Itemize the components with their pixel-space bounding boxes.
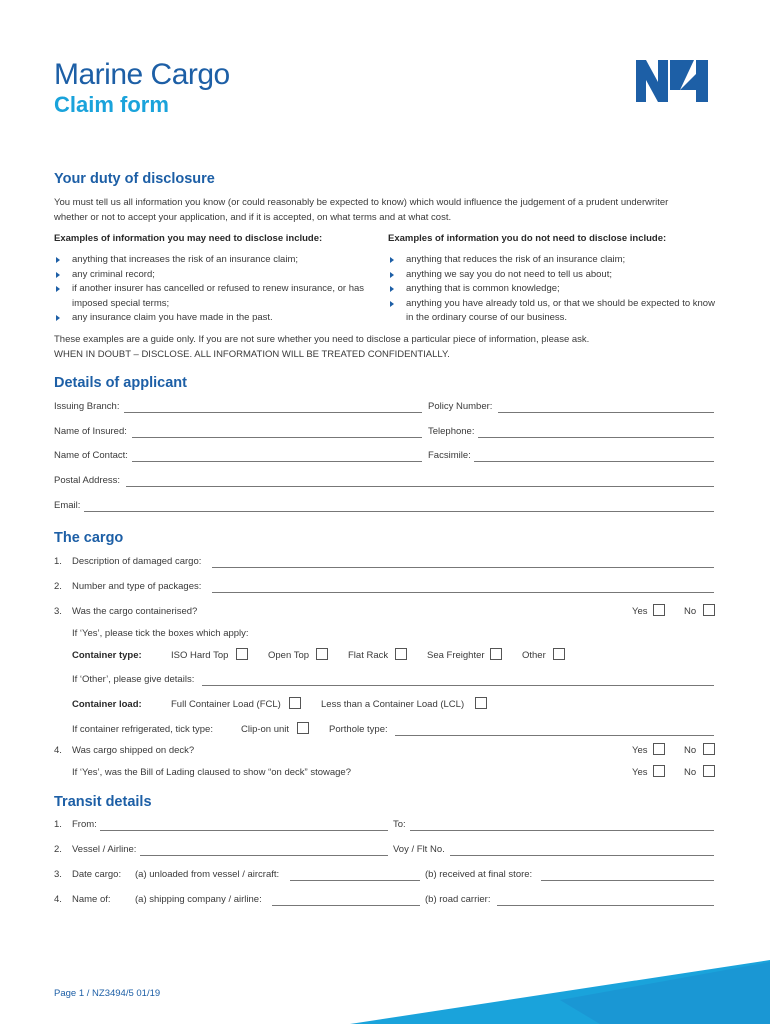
to-label: To:: [393, 819, 406, 830]
open-top-label: Open Top: [268, 650, 310, 661]
from-field[interactable]: [100, 830, 388, 831]
yes-label: Yes: [632, 767, 648, 778]
issuing-branch-label: Issuing Branch:: [54, 401, 120, 412]
list-item: anything that is common knowledge;: [388, 282, 718, 297]
page-footer: Page 1 / NZ3494/5 01/19: [54, 988, 161, 999]
containerised-no-checkbox[interactable]: [703, 604, 715, 616]
list-item: anything we say you do not need to tell us about;: [388, 268, 718, 283]
may-disclose-list: [54, 253, 384, 326]
sea-freighter-label: Sea Freighter: [427, 650, 485, 661]
yes-label: Yes: [632, 745, 648, 756]
no-label: No: [684, 606, 697, 617]
disclosure-note-line-2: WHEN IN DOUBT – DISCLOSE. ALL INFORMATION WILL BE TREATED CONFIDENTIALLY.: [54, 349, 450, 360]
name-of-label: Name of:: [72, 894, 111, 905]
bill-of-lading-yes-checkbox[interactable]: [653, 765, 665, 777]
postal-address-field[interactable]: [126, 486, 714, 487]
fcl-label: Full Container Load (FCL): [171, 699, 281, 710]
no-label: No: [684, 767, 697, 778]
on-deck-no-checkbox[interactable]: [703, 743, 715, 755]
name-contact-field[interactable]: [132, 461, 422, 462]
telephone-label: Telephone:: [428, 426, 475, 437]
may-disclose-title: Examples of information you may need to disclose include:: [54, 233, 323, 244]
other-checkbox[interactable]: [553, 648, 565, 660]
cargo-number: 3.: [54, 606, 62, 617]
cargo-number: 4.: [54, 745, 62, 756]
road-carrier-label: (b) road carrier:: [425, 894, 491, 905]
road-carrier-field[interactable]: [497, 905, 714, 906]
to-field[interactable]: [410, 830, 714, 831]
no-label: No: [684, 745, 697, 756]
not-disclose-title: Examples of information you do not need to disclose include:: [388, 233, 667, 244]
voy-flt-field[interactable]: [450, 855, 714, 856]
on-deck-question: Was cargo shipped on deck?: [72, 745, 195, 756]
email-field[interactable]: [84, 511, 714, 512]
disclosure-note-line-1: These examples are a guide only. If you are not sure whether you need to disclose a particular piece of information, please ask.: [54, 334, 590, 345]
disclosure-note: [54, 332, 734, 362]
transit-number: 3.: [54, 869, 62, 880]
lcl-checkbox[interactable]: [475, 697, 487, 709]
packages-label: Number and type of packages:: [72, 581, 202, 592]
form-title: Marine Cargo: [54, 58, 230, 91]
container-load-label: Container load:: [72, 699, 142, 710]
disclosure-heading: Your duty of disclosure: [54, 171, 215, 187]
list-item: any criminal record;: [54, 268, 384, 283]
from-label: From:: [72, 819, 97, 830]
unloaded-date-field[interactable]: [290, 880, 420, 881]
list-item: if another insurer has cancelled or refused to renew insurance, or has imposed special terms;: [54, 282, 384, 311]
yes-label: Yes: [632, 606, 648, 617]
facsimile-label: Facsimile:: [428, 450, 471, 461]
container-type-label: Container type:: [72, 650, 142, 661]
not-disclose-list: [388, 253, 718, 326]
open-top-checkbox[interactable]: [316, 648, 328, 660]
bill-of-lading-question: If ‘Yes’, was the Bill of Lading claused to show “on deck” stowage?: [72, 767, 352, 778]
list-item: any insurance claim you have made in the past.: [54, 311, 384, 326]
list-item: anything you have already told us, or that we should be expected to know in the ordinary course of our business.: [388, 297, 718, 326]
flat-rack-checkbox[interactable]: [395, 648, 407, 660]
disclosure-intro-line-2: whether or not to accept your application, and if it is accepted, on what terms and at what cost.: [54, 212, 452, 223]
cargo-number: 2.: [54, 581, 62, 592]
applicant-heading: Details of applicant: [54, 375, 187, 391]
name-insured-label: Name of Insured:: [54, 426, 127, 437]
clip-on-unit-label: Clip-on unit: [241, 724, 290, 735]
cargo-number: 1.: [54, 556, 62, 567]
containerised-yes-checkbox[interactable]: [653, 604, 665, 616]
telephone-field[interactable]: [478, 437, 714, 438]
policy-number-field[interactable]: [498, 412, 714, 413]
transit-number: 1.: [54, 819, 62, 830]
packages-field[interactable]: [212, 592, 714, 593]
vessel-airline-label: Vessel / Airline:: [72, 844, 137, 855]
flat-rack-label: Flat Rack: [348, 650, 389, 661]
date-cargo-label: Date cargo:: [72, 869, 122, 880]
transit-heading: Transit details: [54, 794, 152, 810]
if-other-label: If ‘Other’, please give details:: [72, 674, 195, 685]
disclosure-intro: [54, 195, 724, 225]
fcl-checkbox[interactable]: [289, 697, 301, 709]
transit-number: 2.: [54, 844, 62, 855]
list-item: anything that reduces the risk of an insurance claim;: [388, 253, 718, 268]
on-deck-yes-checkbox[interactable]: [653, 743, 665, 755]
clip-on-unit-checkbox[interactable]: [297, 722, 309, 734]
lcl-label: Less than a Container Load (LCL): [321, 699, 465, 710]
iso-hard-top-label: ISO Hard Top: [171, 650, 229, 661]
porthole-type-label: Porthole type:: [329, 724, 388, 735]
refrigerated-label: If container refrigerated, tick type:: [72, 724, 213, 735]
porthole-type-field[interactable]: [395, 735, 714, 736]
policy-number-label: Policy Number:: [428, 401, 493, 412]
containerised-question: Was the cargo containerised?: [72, 606, 198, 617]
unloaded-label: (a) unloaded from vessel / aircraft:: [135, 869, 280, 880]
issuing-branch-field[interactable]: [124, 412, 422, 413]
facsimile-field[interactable]: [474, 461, 714, 462]
sea-freighter-checkbox[interactable]: [490, 648, 502, 660]
shipping-company-field[interactable]: [272, 905, 420, 906]
cargo-heading: The cargo: [54, 530, 124, 546]
other-details-field[interactable]: [202, 685, 714, 686]
received-label: (b) received at final store:: [425, 869, 533, 880]
damaged-cargo-field[interactable]: [212, 567, 714, 568]
nzi-logo: [636, 60, 716, 102]
iso-hard-top-checkbox[interactable]: [236, 648, 248, 660]
name-insured-field[interactable]: [132, 437, 422, 438]
received-date-field[interactable]: [541, 880, 714, 881]
transit-number: 4.: [54, 894, 62, 905]
voy-flt-label: Voy / Flt No.: [393, 844, 445, 855]
vessel-airline-field[interactable]: [140, 855, 388, 856]
disclosure-intro-line-1: You must tell us all information you know (or could reasonably be expected to know) which would influence the judgement of a prudent underwriter: [54, 197, 669, 208]
if-yes-tick-label: If ‘Yes’, please tick the boxes which apply:: [72, 628, 249, 639]
bill-of-lading-no-checkbox[interactable]: [703, 765, 715, 777]
shipping-company-label: (a) shipping company / airline:: [135, 894, 262, 905]
postal-address-label: Postal Address:: [54, 475, 121, 486]
form-subtitle: Claim form: [54, 92, 169, 117]
damaged-cargo-label: Description of damaged cargo:: [72, 556, 202, 567]
other-label: Other: [522, 650, 546, 661]
email-label: Email:: [54, 500, 81, 511]
name-contact-label: Name of Contact:: [54, 450, 128, 461]
list-item: anything that increases the risk of an insurance claim;: [54, 253, 384, 268]
